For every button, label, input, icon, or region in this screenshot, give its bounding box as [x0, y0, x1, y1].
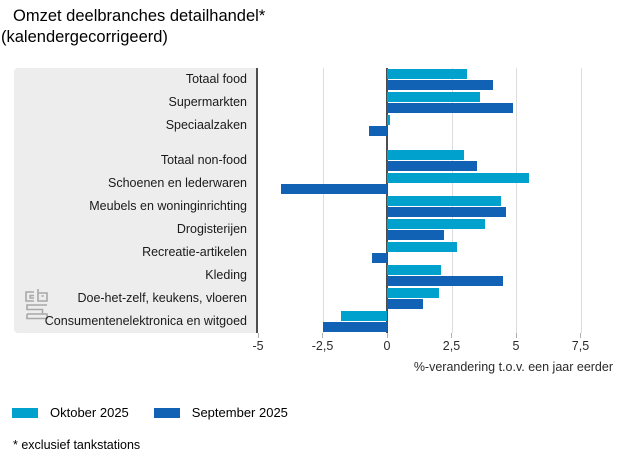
- x-tick-mark: [387, 333, 388, 338]
- bar-oktober-2025: [387, 288, 439, 298]
- chart-title: [0, 6, 265, 48]
- category-label: Schoenen en lederwaren: [108, 176, 247, 190]
- category-row: [14, 68, 613, 91]
- bar-oktober-2025: [387, 115, 390, 125]
- legend-item-oktober: [12, 405, 129, 420]
- category-row: [14, 218, 613, 241]
- bars-cell: [257, 91, 613, 114]
- x-tick-label: 5: [512, 339, 520, 353]
- bar-oktober-2025: [387, 219, 485, 229]
- bars-cell: [257, 287, 613, 310]
- x-tick-label: 7,5: [571, 339, 590, 353]
- x-axis-ticks: [14, 333, 613, 357]
- category-label: Consumentenelektronica en witgoed: [44, 314, 247, 328]
- bar-oktober-2025: [387, 92, 480, 102]
- x-tick-label: 0: [383, 339, 391, 353]
- bar-oktober-2025: [387, 265, 441, 275]
- category-label: Kleding: [205, 268, 247, 282]
- category-row: [14, 114, 613, 137]
- category-row: [14, 91, 613, 114]
- bar-september-2025: [387, 80, 493, 90]
- bar-september-2025: [281, 184, 387, 194]
- x-tick-mark: [258, 333, 259, 338]
- legend-swatch-oktober: [12, 408, 38, 418]
- bars-cell: [257, 149, 613, 172]
- legend-label-september: September 2025: [191, 405, 288, 420]
- category-label: Totaal non-food: [160, 153, 247, 167]
- bar-september-2025: [372, 253, 387, 263]
- category-label: Totaal food: [185, 72, 247, 86]
- bar-oktober-2025: [341, 311, 387, 321]
- bar-september-2025: [387, 276, 503, 286]
- bar-september-2025: [387, 207, 506, 217]
- bar-oktober-2025: [387, 242, 457, 252]
- bars-cell: [257, 218, 613, 241]
- category-label: Meubels en woninginrichting: [89, 199, 247, 213]
- legend-swatch-september: [154, 408, 180, 418]
- bars-cell: [257, 310, 613, 333]
- category-label: Speciaalzaken: [165, 118, 247, 132]
- chart-title-line2: (kalendergecorrigeerd): [1, 28, 168, 46]
- bars-cell: [257, 114, 613, 137]
- x-tick-label: -5: [252, 339, 264, 353]
- bar-september-2025: [387, 103, 513, 113]
- bar-oktober-2025: [387, 150, 464, 160]
- x-tick-label: 2,5: [442, 339, 461, 353]
- bars-cell: [257, 172, 613, 195]
- legend: [12, 405, 288, 420]
- chart-area: [14, 68, 613, 333]
- category-row: [14, 241, 613, 264]
- category-row: [14, 195, 613, 218]
- footnote: * exclusief tankstations: [13, 438, 141, 452]
- x-tick-label: -2,5: [311, 339, 334, 353]
- category-row: [14, 264, 613, 287]
- bars-cell: [257, 264, 613, 287]
- category-label: Doe-het-zelf, keukens, vloeren: [77, 291, 247, 305]
- category-label: Supermarkten: [168, 95, 247, 109]
- category-label: Drogisterijen: [176, 222, 247, 236]
- bar-september-2025: [387, 161, 477, 171]
- category-row: [14, 172, 613, 195]
- x-tick-mark: [516, 333, 517, 338]
- bar-september-2025: [387, 230, 444, 240]
- chart-title-line1: Omzet deelbranches detailhandel*: [13, 7, 266, 25]
- x-axis-title: %-verandering t.o.v. een jaar eerder: [413, 360, 613, 374]
- bar-oktober-2025: [387, 196, 501, 206]
- bars-cell: [257, 68, 613, 91]
- bars-cell: [257, 241, 613, 264]
- x-tick-mark: [580, 333, 581, 338]
- x-tick-mark: [451, 333, 452, 338]
- bar-september-2025: [387, 299, 423, 309]
- bar-rows: [14, 68, 613, 333]
- bars-cell: [257, 195, 613, 218]
- category-row: [14, 310, 613, 333]
- legend-label-oktober: Oktober 2025: [50, 405, 129, 420]
- category-row: [14, 149, 613, 172]
- bar-september-2025: [323, 322, 388, 332]
- group-spacer: [14, 137, 613, 149]
- legend-item-september: [154, 405, 288, 420]
- category-row: [14, 287, 613, 310]
- bar-oktober-2025: [387, 173, 529, 183]
- category-label: Recreatie-artikelen: [142, 245, 247, 259]
- bar-oktober-2025: [387, 69, 467, 79]
- bar-september-2025: [369, 126, 387, 136]
- x-tick-mark: [322, 333, 323, 338]
